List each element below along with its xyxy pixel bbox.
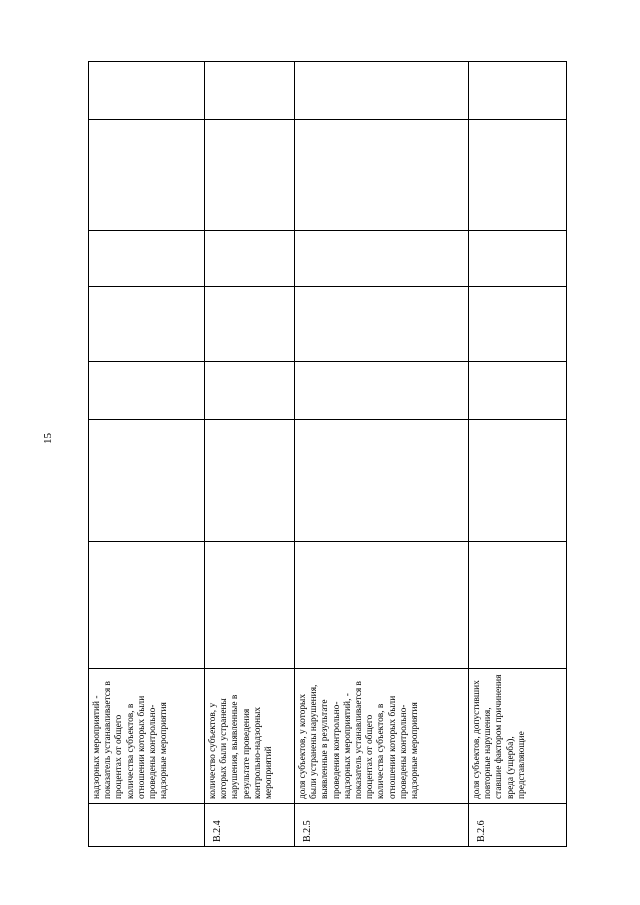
row-code: В.2.5	[295, 804, 469, 847]
table-cell	[295, 362, 469, 420]
table-row	[469, 62, 567, 847]
table-cell	[295, 62, 469, 120]
row-code: В.2.4	[205, 804, 295, 847]
table-cell	[205, 120, 295, 231]
row-description: доля субъектов, допустивших повторные нарушения, ставшие фактором причинения вреда (ущерба), представляющие	[469, 669, 567, 804]
table-row	[295, 62, 469, 847]
table-cell	[205, 62, 295, 120]
table-cell	[295, 120, 469, 231]
table-cell	[89, 120, 205, 231]
table-cell	[89, 287, 205, 362]
table-cell	[205, 542, 295, 669]
table-cell	[89, 231, 205, 287]
table-cell	[295, 231, 469, 287]
table-cell	[205, 362, 295, 420]
table-row	[89, 62, 205, 847]
table-cell	[89, 542, 205, 669]
table-cell	[469, 287, 567, 362]
table-cell	[205, 231, 295, 287]
table-cell	[295, 420, 469, 542]
table-cell	[469, 542, 567, 669]
row-code	[89, 804, 205, 847]
table-cell	[469, 120, 567, 231]
table-cell	[469, 231, 567, 287]
row-description: количество субъектов, у которых были устранены нарушения, выявленные в результате проведения контрольно-надзорных мероприятий	[205, 669, 295, 804]
row-code: В.2.6	[469, 804, 567, 847]
table-cell	[469, 420, 567, 542]
table-cell	[205, 420, 295, 542]
table-cell	[89, 362, 205, 420]
table-cell	[295, 287, 469, 362]
row-description: доля субъектов, у которых были устранены нарушения, выявленные в результате проведения контрольно-надзорных мероприятий, - показатель устанавливается в процентах от общего количества субъектов, в отношении которых были проведены контрольно-надзорные мероприятия	[295, 669, 469, 804]
table-cell	[89, 420, 205, 542]
table-cell	[295, 542, 469, 669]
table-cell	[469, 62, 567, 120]
table-cell	[205, 287, 295, 362]
table-cell	[469, 362, 567, 420]
indicators-table	[88, 61, 567, 847]
row-description: надзорных мероприятий - показатель устанавливается в процентах от общего количества субъектов, в отношении которых были проведены контрольно-надзорные мероприятия	[89, 669, 205, 804]
table-cell	[89, 62, 205, 120]
table-row	[205, 62, 295, 847]
rotated-table-container	[88, 62, 566, 847]
page-number: 15	[42, 433, 54, 444]
